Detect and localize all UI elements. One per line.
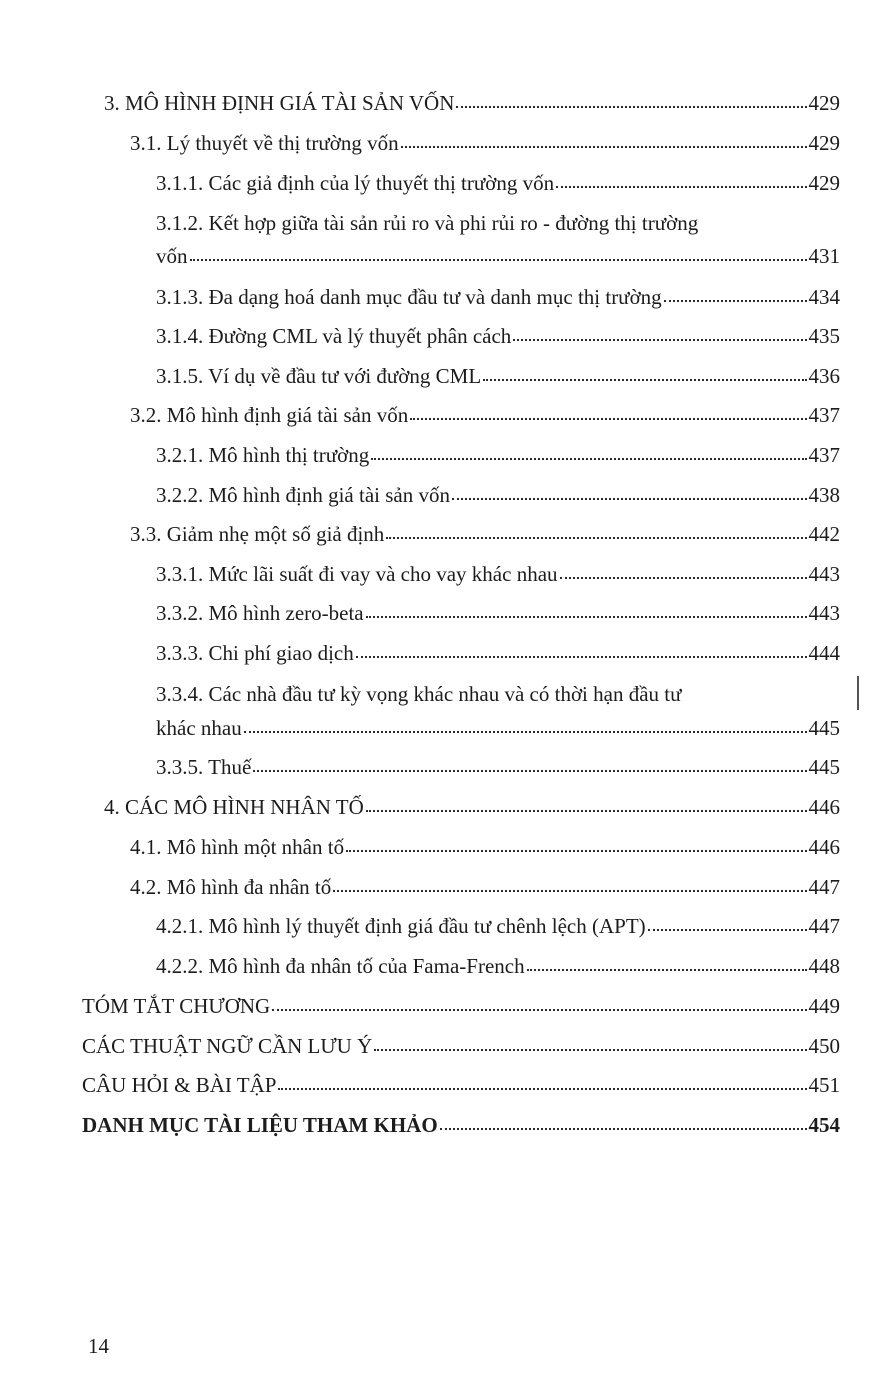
toc-entry-page: 435 <box>808 324 840 348</box>
toc-entry[interactable] <box>156 323 840 349</box>
toc-entry[interactable] <box>82 993 840 1019</box>
toc-entry[interactable] <box>156 442 840 468</box>
toc-entry-title: 3.3.2. Mô hình zero-beta <box>156 601 364 625</box>
toc-entry-page: 451 <box>808 1073 840 1097</box>
toc-entry-title-line1: 3.3.4. Các nhà đầu tư kỳ vọng khác nhau và có thời hạn đầu tư <box>156 682 682 706</box>
dot-leader <box>356 650 807 658</box>
toc-entry-page: 443 <box>808 601 840 625</box>
toc-entry[interactable] <box>156 284 840 310</box>
toc-entry-page: 434 <box>808 285 840 309</box>
dot-leader <box>440 1122 807 1130</box>
toc-entry[interactable] <box>156 243 840 269</box>
toc-entry-page: 436 <box>808 364 840 388</box>
toc-entry-title: 4.1. Mô hình một nhân tố <box>130 835 345 859</box>
dot-leader <box>386 531 806 539</box>
toc-entry-page: 448 <box>808 954 840 978</box>
toc-entry-title: 4.2.2. Mô hình đa nhân tố của Fama-French <box>156 954 525 978</box>
dot-leader <box>366 804 807 812</box>
dot-leader <box>371 452 806 460</box>
toc-entry-page: 446 <box>808 795 840 819</box>
toc-entry-title: 4.2.1. Mô hình lý thuyết định giá đầu tư chênh lệch (APT) <box>156 914 646 938</box>
dot-leader <box>410 412 806 420</box>
toc-entry-page: 450 <box>808 1034 840 1058</box>
toc-entry-title: 3.1.5. Ví dụ về đầu tư với đường CML <box>156 364 482 388</box>
dot-leader <box>664 294 807 302</box>
dot-leader <box>366 610 807 618</box>
toc-entry-title: 3.3.5. Thuế <box>156 755 252 779</box>
toc-entry-title: CÂU HỎI & BÀI TẬP <box>82 1073 277 1097</box>
toc-entry[interactable] <box>130 874 840 900</box>
toc-entry-title: 3.3.3. Chi phí giao dịch <box>156 641 354 665</box>
toc-entry-title: 3.1.4. Đường CML và lý thuyết phân cách <box>156 324 512 348</box>
toc-entry-title: TÓM TẮT CHƯƠNG <box>82 994 271 1018</box>
toc-entry-page: 444 <box>808 641 840 665</box>
toc-entry[interactable] <box>156 953 840 979</box>
dot-leader <box>527 963 807 971</box>
toc-entry-page: 445 <box>808 755 840 779</box>
dot-leader <box>346 844 806 852</box>
toc-entry-page: 429 <box>808 171 840 195</box>
toc-entry-title: 3.1. Lý thuyết về thị trường vốn <box>130 131 399 155</box>
toc-entry-title: 3.1.1. Các giả định của lý thuyết thị trường vốn <box>156 171 555 195</box>
dot-leader <box>513 333 806 341</box>
toc-entry[interactable] <box>130 521 840 547</box>
dot-leader <box>483 373 806 381</box>
toc-entry-title: CÁC THUẬT NGỮ CẦN LƯU Ý <box>82 1034 373 1058</box>
dot-leader <box>560 571 807 579</box>
toc-entry-title: 4.2. Mô hình đa nhân tố <box>130 875 332 899</box>
toc-entry-page: 442 <box>808 522 840 546</box>
dot-leader <box>452 492 807 500</box>
toc-entry[interactable] <box>104 90 840 116</box>
toc-entry[interactable] <box>104 794 840 820</box>
toc-entry-title: 3.2.1. Mô hình thị trường <box>156 443 370 467</box>
toc-entry-title: DANH MỤC TÀI LIỆU THAM KHẢO <box>82 1113 438 1137</box>
dot-leader <box>456 100 806 108</box>
toc-entry-title: 3.2.2. Mô hình định giá tài sản vốn <box>156 483 450 507</box>
toc-entry-title: 4. CÁC MÔ HÌNH NHÂN TỐ <box>104 795 364 819</box>
toc-entry-page: 445 <box>808 716 840 740</box>
dot-leader <box>648 923 807 931</box>
toc-entry-title-line2: vốn <box>156 244 188 268</box>
toc-entry[interactable] <box>156 640 840 666</box>
toc-entry[interactable] <box>156 363 840 389</box>
toc-entry[interactable] <box>156 754 840 780</box>
dot-leader <box>253 764 806 772</box>
toc-entry[interactable] <box>130 402 840 428</box>
dot-leader <box>190 253 807 261</box>
toc-entry[interactable] <box>82 1072 840 1098</box>
toc-entry[interactable] <box>130 834 840 860</box>
dot-leader <box>278 1082 806 1090</box>
toc-entry-page: 438 <box>808 483 840 507</box>
dot-leader <box>556 180 806 188</box>
toc-entry[interactable] <box>82 1112 840 1138</box>
toc-entry[interactable] <box>156 913 840 939</box>
toc-entry-page: 437 <box>808 443 840 467</box>
toc-entry-title: 3.3.1. Mức lãi suất đi vay và cho vay khác nhau <box>156 562 558 586</box>
toc-entry[interactable] <box>156 715 840 741</box>
toc-entry[interactable] <box>130 130 840 156</box>
page-number: 14 <box>88 1334 109 1358</box>
toc-entry-page: 429 <box>808 131 840 155</box>
toc-entry[interactable] <box>156 600 840 626</box>
toc-entry[interactable] <box>156 170 840 196</box>
toc-entry-page: 454 <box>808 1113 840 1137</box>
toc-entry[interactable] <box>156 482 840 508</box>
toc-entry-title: 3.3. Giảm nhẹ một số giả định <box>130 522 385 546</box>
toc-entry-page: 443 <box>808 562 840 586</box>
toc-entry-title-line2: khác nhau <box>156 716 242 740</box>
toc-entry-title: 3. MÔ HÌNH ĐỊNH GIÁ TÀI SẢN VỐN <box>104 91 455 115</box>
toc-entry-title: 3.2. Mô hình định giá tài sản vốn <box>130 403 409 427</box>
dot-leader <box>244 725 807 733</box>
dot-leader <box>401 140 807 148</box>
toc-entry[interactable] <box>82 1033 840 1059</box>
margin-mark <box>857 676 859 710</box>
toc-entry-page: 446 <box>808 835 840 859</box>
toc-entry-page: 429 <box>808 91 840 115</box>
dot-leader <box>333 884 806 892</box>
dot-leader <box>374 1043 806 1051</box>
toc-entry-page: 437 <box>808 403 840 427</box>
toc-entry-title: 3.1.3. Đa dạng hoá danh mục đầu tư và danh mục thị trường <box>156 285 662 309</box>
toc-entry-page: 447 <box>808 875 840 899</box>
toc-entry-title-line1: 3.1.2. Kết hợp giữa tài sản rủi ro và phi rủi ro - đường thị trường <box>156 211 699 235</box>
toc-entry-page: 431 <box>808 244 840 268</box>
dot-leader <box>272 1003 806 1011</box>
toc-entry-page: 447 <box>808 914 840 938</box>
toc-entry[interactable] <box>156 561 840 587</box>
toc-entry-page: 449 <box>808 994 840 1018</box>
